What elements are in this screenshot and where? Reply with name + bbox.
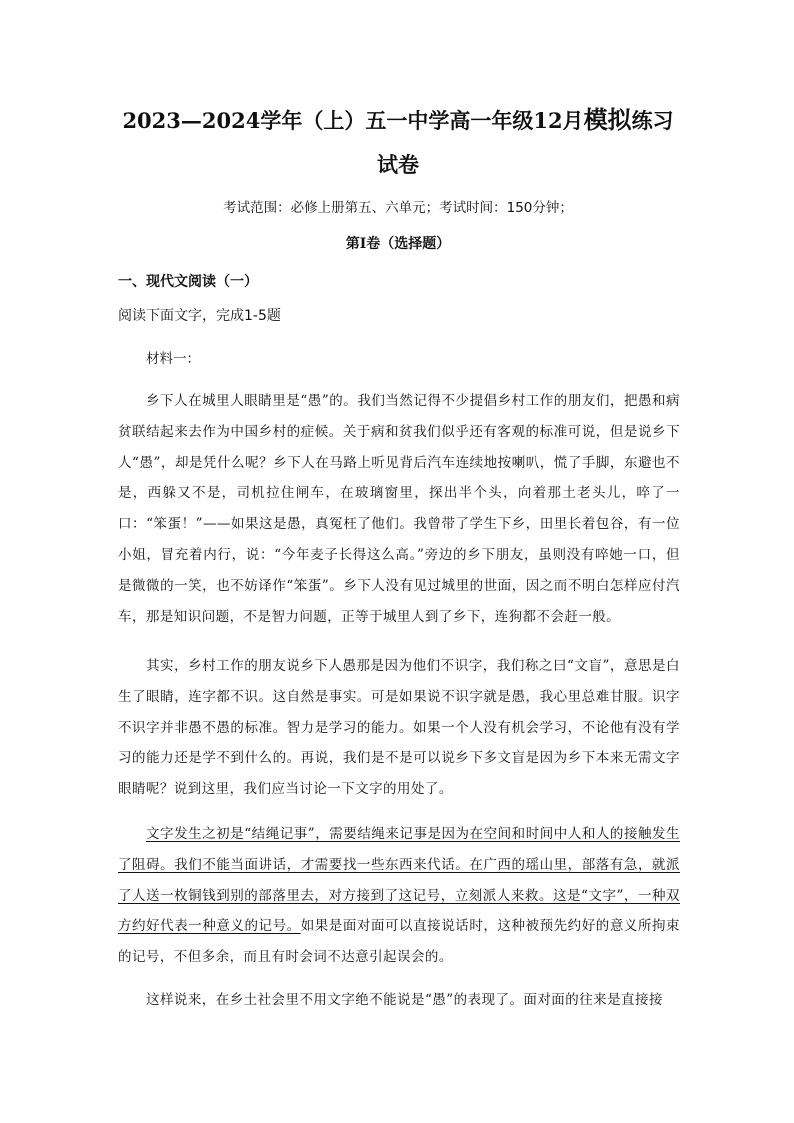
paragraph-1: 乡下人在城里人眼睛里是“愚”的。我们当然记得不少提倡乡村工作的朋友们，把愚和病贫联结起来去作为中国乡村的症候。关于病和贫我们似乎还有客观的标准可说，但是说乡下人“愚”，却是凭什么呢？乡下人在马路上听见背后汽车连续地按喇叭，慌了手脚，东避也不是，西躲又不是，司机拉住闸车，在玻璃窗里，探出半个头，向着那土老头儿，啐了一口：“笨蛋！”——如果这是愚，真冤枉了他们。我曾带了学生下乡，田里长着包谷，有一位小姐，冒充着内行，说：“今年麦子长得这么高。”旁边的乡下朋友，虽则没有啐她一口，但是微微的一笑，也不妨译作“笨蛋”。乡下人没有见过城里的世面，因之而不明白怎样应付汽车，那是知识问题，不是智力问题，正等于城里人到了乡下，连狗都不会赶一般。: [118, 393, 680, 625]
material-label: 材料一：: [146, 351, 200, 367]
paragraph-4: 这样说来，在乡土社会里不用文字绝不能说是“愚”的表现了。面对面的往来是直接接: [146, 992, 663, 1008]
exam-title: [118, 98, 678, 187]
exam-scope: 考试范围：必修上册第五、六单元；考试时间：150分钟；: [223, 200, 573, 216]
title-emphasis: 模拟: [583, 105, 632, 134]
paragraph-3: [118, 819, 680, 973]
volume-title: 第Ⅰ卷（选择题）: [345, 236, 451, 252]
reading-instruction: 阅读下面文字，完成1-5题: [118, 308, 281, 324]
title-part2: 练习试卷: [377, 108, 674, 177]
section-heading: 一、现代文阅读（一）: [118, 274, 258, 290]
title-part1: 2023—2024学年（上）五一中学高一年级12月: [122, 108, 584, 133]
paragraph-3-rest: 如果是面对面可以直接说话时，这种被预先约好的意义所拘束的记号，不但多余，而且有时会词不达意引起误会的。: [118, 918, 680, 966]
underlined-passage: 文字发生之初是“结绳记事”，需要结绳来记事是因为在空间和时间中人和人的接触发生了阻碍。我们不能当面讲话，才需要找一些东西来代话。在广西的瑶山里，部落有急，就派了人送一枚铜钱到别的部落里去，对方接到了这记号，立刻派人来救。这是“文字”，一种双方约好代表一种意义的记号。: [118, 826, 680, 935]
paragraph-2: 其实，乡村工作的朋友说乡下人愚那是因为他们不识字，我们称之曰“文盲”，意思是白生了眼睛，连字都不识。这自然是事实。可是如果说不识字就是愚，我心里总难甘服。识字不识字并非愚不愚的标准。智力是学习的能力。如果一个人没有机会学习，不论他有没有学习的能力还是学不到什么的。再说，我们是不是可以说乡下多文盲是因为乡下本来无需文字眼睛呢？说到这里，我们应当讨论一下文字的用处了。: [118, 658, 680, 798]
